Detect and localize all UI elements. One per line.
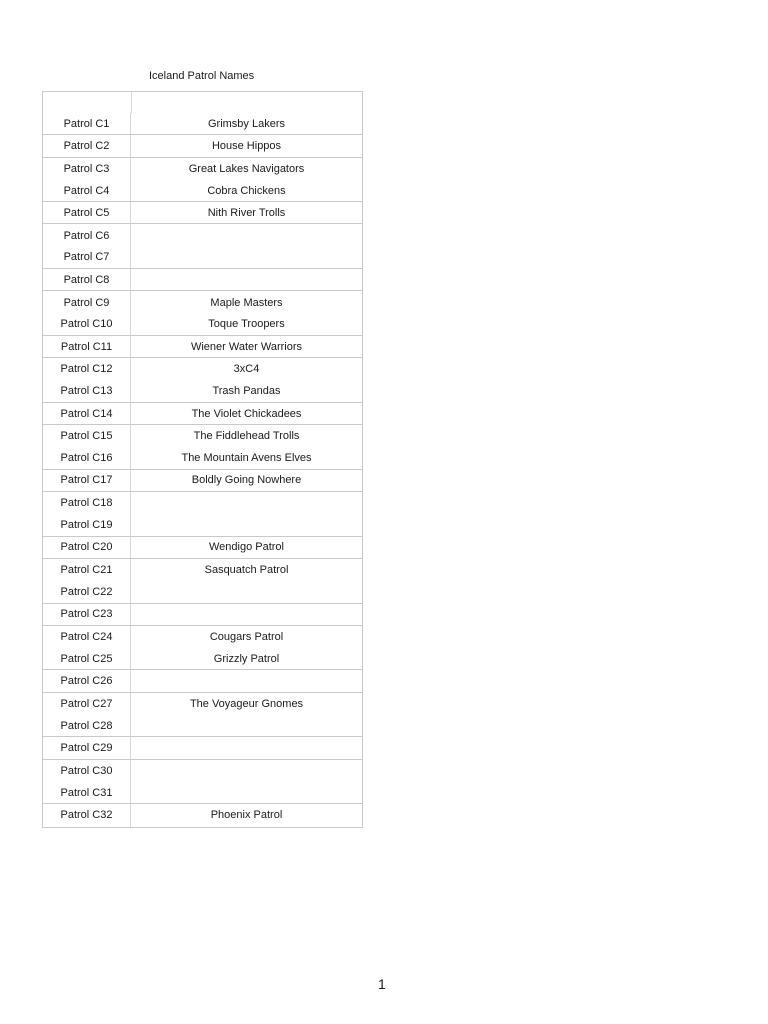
patrol-id-cell: Patrol C30 bbox=[43, 760, 131, 782]
patrol-id-cell: Patrol C16 bbox=[43, 447, 131, 468]
patrol-name-cell: Cougars Patrol bbox=[209, 630, 284, 643]
table-row bbox=[43, 447, 362, 469]
patrol-id-cell: Patrol C29 bbox=[43, 737, 131, 758]
patrol-id-cell: Patrol C6 bbox=[43, 224, 131, 246]
table-row bbox=[43, 604, 362, 626]
table-body bbox=[43, 113, 362, 827]
table-row bbox=[43, 403, 362, 425]
table-row bbox=[43, 670, 362, 692]
table-row bbox=[43, 715, 362, 737]
table-row bbox=[43, 760, 362, 782]
patrol-name-cell bbox=[131, 737, 362, 758]
patrol-name-cell: Great Lakes Navigators bbox=[188, 162, 305, 175]
patrol-names-table bbox=[42, 91, 363, 828]
table-row bbox=[43, 804, 362, 826]
patrol-id-cell: Patrol C19 bbox=[43, 514, 131, 535]
patrol-name-cell: Wendigo Patrol bbox=[208, 541, 284, 554]
patrol-id-cell: Patrol C13 bbox=[43, 381, 131, 402]
patrol-name-cell: Cobra Chickens bbox=[207, 184, 286, 197]
patrol-id-cell: Patrol C31 bbox=[43, 782, 131, 803]
table-row bbox=[43, 314, 362, 336]
table-row bbox=[43, 537, 362, 559]
table-row bbox=[43, 224, 362, 246]
patrol-id-cell: Patrol C5 bbox=[43, 202, 131, 223]
patrol-id-cell: Patrol C8 bbox=[43, 269, 131, 290]
patrol-name-cell bbox=[131, 760, 362, 782]
table-row bbox=[43, 581, 362, 603]
patrol-id-cell: Patrol C20 bbox=[43, 537, 131, 558]
document-title: Iceland Patrol Names bbox=[149, 70, 255, 82]
patrol-id-cell: Patrol C24 bbox=[43, 626, 131, 648]
table-row bbox=[43, 358, 362, 380]
patrol-name-cell bbox=[131, 247, 362, 268]
patrol-name-cell bbox=[131, 224, 362, 246]
patrol-id-cell: Patrol C4 bbox=[43, 180, 131, 201]
table-row bbox=[43, 202, 362, 224]
table-row bbox=[43, 269, 362, 291]
patrol-id-cell: Patrol C26 bbox=[43, 670, 131, 691]
patrol-name-cell: The Voyageur Gnomes bbox=[189, 697, 304, 710]
table-row bbox=[43, 180, 362, 202]
patrol-name-cell: The Fiddlehead Trolls bbox=[193, 430, 300, 443]
patrol-name-cell: Phoenix Patrol bbox=[210, 809, 283, 822]
table-row bbox=[43, 626, 362, 648]
patrol-name-cell: Sasquatch Patrol bbox=[204, 564, 289, 577]
patrol-id-cell: Patrol C21 bbox=[43, 559, 131, 581]
patrol-id-cell: Patrol C15 bbox=[43, 425, 131, 447]
table-row bbox=[43, 492, 362, 514]
table-row bbox=[43, 135, 362, 157]
table-row bbox=[43, 158, 362, 180]
table-row bbox=[43, 291, 362, 313]
patrol-id-cell: Patrol C1 bbox=[43, 113, 131, 134]
patrol-name-cell bbox=[131, 670, 362, 691]
table-row bbox=[43, 648, 362, 670]
patrol-id-cell: Patrol C18 bbox=[43, 492, 131, 514]
patrol-name-cell: Boldly Going Nowhere bbox=[191, 474, 302, 487]
patrol-name-cell bbox=[131, 492, 362, 514]
patrol-name-cell: Wiener Water Warriors bbox=[190, 340, 303, 353]
patrol-id-cell: Patrol C12 bbox=[43, 358, 131, 380]
table-row bbox=[43, 247, 362, 269]
table-header-spacer bbox=[43, 92, 362, 113]
patrol-name-cell: Trash Pandas bbox=[212, 385, 281, 398]
patrol-id-cell: Patrol C10 bbox=[43, 314, 131, 335]
table-row bbox=[43, 470, 362, 492]
patrol-id-cell: Patrol C14 bbox=[43, 403, 131, 424]
patrol-name-cell bbox=[131, 514, 362, 535]
patrol-name-cell: House Hippos bbox=[211, 139, 282, 152]
patrol-id-cell: Patrol C28 bbox=[43, 715, 131, 736]
patrol-name-cell: Maple Masters bbox=[210, 296, 283, 309]
table-row bbox=[43, 514, 362, 536]
table-row bbox=[43, 737, 362, 759]
patrol-id-cell: Patrol C9 bbox=[43, 291, 131, 313]
patrol-name-cell: Toque Troopers bbox=[208, 318, 285, 331]
patrol-name-cell: The Violet Chickadees bbox=[191, 407, 302, 420]
patrol-id-cell: Patrol C32 bbox=[43, 804, 131, 826]
patrol-name-cell: 3xC4 bbox=[233, 363, 260, 376]
page-number: 1 bbox=[378, 976, 386, 992]
patrol-id-cell: Patrol C2 bbox=[43, 135, 131, 156]
patrol-name-cell: Grimsby Lakers bbox=[207, 117, 286, 130]
table-row bbox=[43, 693, 362, 715]
patrol-id-cell: Patrol C22 bbox=[43, 581, 131, 602]
patrol-name-cell: The Mountain Avens Elves bbox=[181, 452, 312, 465]
patrol-name-cell bbox=[131, 581, 362, 602]
patrol-id-cell: Patrol C23 bbox=[43, 604, 131, 625]
patrol-name-cell bbox=[131, 269, 362, 290]
patrol-name-cell: Nith River Trolls bbox=[207, 206, 286, 219]
patrol-name-cell bbox=[131, 782, 362, 803]
table-row bbox=[43, 559, 362, 581]
table-row bbox=[43, 336, 362, 358]
patrol-name-cell: Grizzly Patrol bbox=[213, 652, 280, 665]
table-row bbox=[43, 782, 362, 804]
patrol-name-cell bbox=[131, 715, 362, 736]
patrol-id-cell: Patrol C3 bbox=[43, 158, 131, 180]
table-row bbox=[43, 425, 362, 447]
table-row bbox=[43, 381, 362, 403]
table-row bbox=[43, 113, 362, 135]
patrol-id-cell: Patrol C17 bbox=[43, 470, 131, 491]
patrol-id-cell: Patrol C11 bbox=[43, 336, 131, 357]
patrol-id-cell: Patrol C25 bbox=[43, 648, 131, 669]
patrol-name-cell bbox=[131, 604, 362, 625]
patrol-id-cell: Patrol C27 bbox=[43, 693, 131, 715]
header-cell-patrol bbox=[43, 92, 132, 113]
patrol-id-cell: Patrol C7 bbox=[43, 247, 131, 268]
